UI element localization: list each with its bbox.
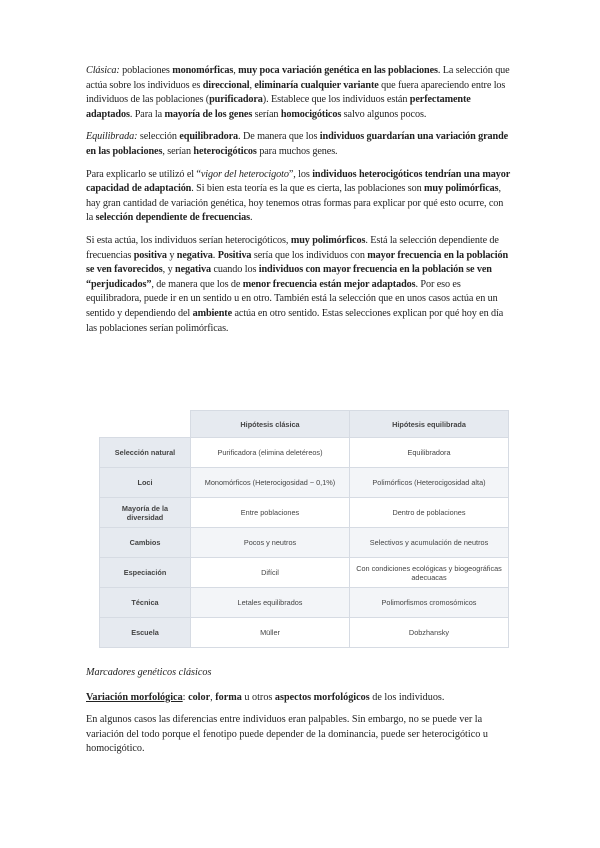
table-row: Selección natural Purificadora (elimina deletéreos) Equilibradora xyxy=(100,438,509,468)
paragraph-clasica: Clásica: poblaciones monomórficas, muy poca variación genética en las poblaciones. La selección que actúa sobre los individuos es direccional, eliminaría cualquier variante que fuera apareciendo entre los individuos de las poblaciones (purificadora). Establece que los individuos están perfectamente adaptados. Para la mayoría de los genes serían homocigóticos salvo algunos pocos. xyxy=(86,65,510,120)
table-row: Especiación Difícil Con condiciones ecológicas y biogeográficas adecuacas xyxy=(100,558,509,588)
document-body xyxy=(86,64,512,344)
header-clasica: Hipótesis clásica xyxy=(191,411,350,438)
section-marcadores xyxy=(86,666,516,765)
comparison-table xyxy=(99,410,509,648)
table-row: Escuela Müller Dobzhansky xyxy=(100,618,509,648)
table-header-row xyxy=(100,411,509,438)
table-row: Mayoría de la diversidad Entre poblaciones Dentro de poblaciones xyxy=(100,498,509,528)
paragraph-equilibrada: Equilibrada: selección equilibradora. De manera que los individuos guardarían una variación grande en las poblaciones, serían heterocigóticos para muchos genes. xyxy=(86,131,509,157)
paragraph-morfologica: Variación morfológica: color, forma u otros aspectos morfológicos de los individuos. xyxy=(86,691,445,703)
paragraph-diferencias: En algunos casos las diferencias entre individuos eran palpables. Sin embargo, no se puede ver la variación del todo porque el fenotipo puede depender de la dominancia, puede ser heterocigótico u homocigótico. xyxy=(86,714,488,755)
paragraph-vigor: Para explicarlo se utilizó el “vigor del heterocigoto”, los individuos heterocigóticos tendrían una mayor capacidad de adaptación. Si bien esta teoría es la que es cierta, las poblaciones son muy polimórficas, hay gran cantidad de variación genética, hoy tenemos otras formas para explicar por qué esto ocurre, con la selección dependiente de frecuencias. xyxy=(86,168,510,224)
label-equilibrada: Equilibrada: xyxy=(86,131,138,143)
label-clasica: Clásica: xyxy=(86,65,120,76)
table-row: Loci Monomórficos (Heterocigosidad ~ 0,1%) Polimórficos (Heterocigosidad alta) xyxy=(100,468,509,498)
table-row: Cambios Pocos y neutros Selectivos y acumulación de neutros xyxy=(100,528,509,558)
header-equilibrada: Hipótesis equilibrada xyxy=(350,411,509,438)
paragraph-frecuencias: Si esta actúa, los individuos serían heterocigóticos, muy polimórficos. Está la selección dependiente de frecuencias positiva y negativa. Positiva sería que los individuos con mayor frecuencia en la población se ven favorecidos, y negativa cuando los individuos con mayor frecuencia en la población se ven “perjudicados”, de manera que los de menor frecuencia están mejor adaptados. Por eso es equilibradora, puede ir en un sentido u en otro. También está la selección que en unos casos actúa en un sentido y dependiendo del ambiente actúa en otro sentido. Estas selecciones explican por qué hoy en día las poblaciones serían polimórficas. xyxy=(86,234,509,334)
section-title: Marcadores genéticos clásicos xyxy=(86,667,212,678)
table-row: Técnica Letales equilibrados Polimorfismos cromosómicos xyxy=(100,588,509,618)
